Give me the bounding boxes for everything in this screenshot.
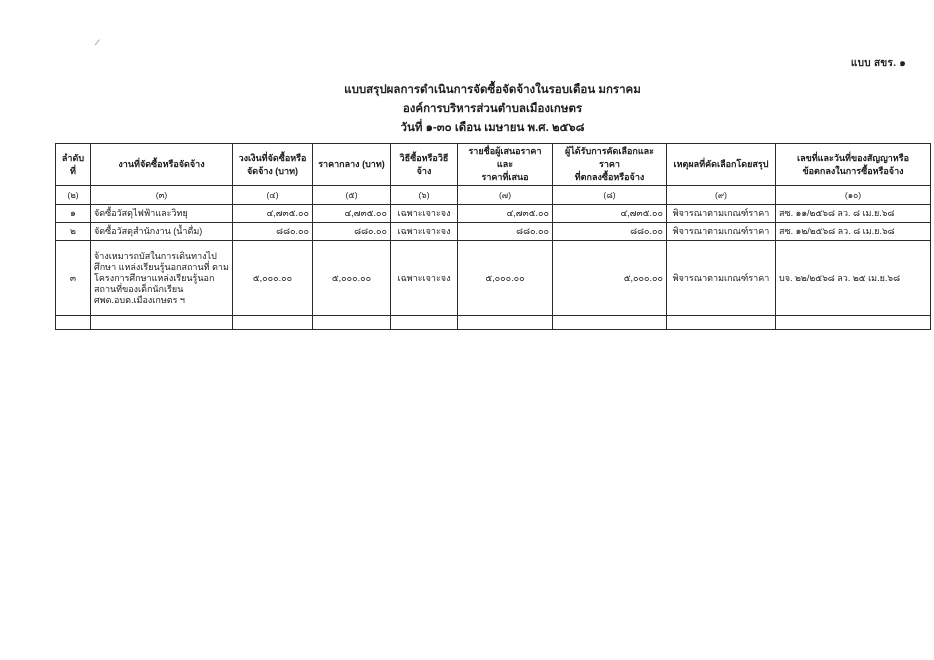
cell-empty xyxy=(56,316,91,330)
cell-proposed-price: ๔,๗๓๕.๐๐ xyxy=(458,205,553,223)
header-reason xyxy=(667,144,776,186)
cell-empty xyxy=(667,316,776,330)
cell-proposed-price: ๘๘๐.๐๐ xyxy=(458,223,553,241)
header-text: เลขที่และวันที่ของสัญญาหรือ xyxy=(797,152,909,163)
cell-method: เฉพาะเจาะจง xyxy=(391,241,458,316)
cell-middle-price: ๘๘๐.๐๐ xyxy=(313,223,391,241)
cell-order-no: ๒ xyxy=(56,223,91,241)
cell-contract: สซ. ๑๒/๒๕๖๘ ลว. ๘ เม.ย.๖๘ xyxy=(776,223,931,241)
cell-empty xyxy=(91,316,233,330)
table-row xyxy=(56,223,931,241)
header-text: เหตุผลที่คัดเลือกโดยสรุป xyxy=(673,159,769,169)
header-contract-no xyxy=(776,144,931,186)
cell-empty xyxy=(776,316,931,330)
cell-order-no: ๑ xyxy=(56,205,91,223)
scan-artifact xyxy=(95,39,106,49)
header-work xyxy=(91,144,233,186)
title-line-2: องค์การบริหารส่วนตำบลเมืองเกษตร xyxy=(402,103,583,115)
header-proposers xyxy=(458,144,553,186)
column-number: (๒) xyxy=(56,186,91,205)
column-number: (๑๐) xyxy=(776,186,931,205)
header-text: ที่ตกลงซื้อหรือจ้าง xyxy=(574,172,645,182)
column-number: (๗) xyxy=(458,186,553,205)
header-text: ลำดับที่ xyxy=(61,152,85,176)
cell-reason: พิจารณาตามเกณฑ์ราคา xyxy=(667,241,776,316)
document-header xyxy=(55,81,930,138)
cell-work: จัดซื้อวัสดุไฟฟ้าและวิทยุ xyxy=(91,205,233,223)
cell-budget: ๘๘๐.๐๐ xyxy=(233,223,313,241)
cell-budget: ๔,๗๓๕.๐๐ xyxy=(233,205,313,223)
cell-work: จ้างเหมารถบัสในการเดินทางไปศึกษา แหล่งเรียนรู้นอกสถานที่ ตามโครงการศึกษาแหล่งเรียนรู้นอกสถานที่ของเด็กนักเรียน ศพด.อบต.เมืองเกษตร ฯ xyxy=(91,241,233,316)
header-order-no xyxy=(56,144,91,186)
cell-method: เฉพาะเจาะจง xyxy=(391,223,458,241)
cell-work: จัดซื้อวัสดุสำนักงาน (น้ำดื่ม) xyxy=(91,223,233,241)
header-text: วงเงินที่จัดซื้อหรือ xyxy=(238,152,307,163)
cell-empty xyxy=(233,316,313,330)
header-text: ราคากลาง (บาท) xyxy=(318,159,385,169)
header-method xyxy=(391,144,458,186)
cell-empty xyxy=(313,316,391,330)
procurement-summary-table xyxy=(55,143,931,330)
cell-empty xyxy=(458,316,553,330)
column-number: (๘) xyxy=(553,186,667,205)
table-row xyxy=(56,205,931,223)
cell-proposed-price: ๕,๐๐๐.๐๐ xyxy=(458,241,553,316)
header-selected xyxy=(553,144,667,186)
cell-selected-price: ๕,๐๐๐.๐๐ xyxy=(553,241,667,316)
cell-reason: พิจารณาตามเกณฑ์ราคา xyxy=(667,223,776,241)
column-number: (๙) xyxy=(667,186,776,205)
cell-selected-price: ๘๘๐.๐๐ xyxy=(553,223,667,241)
cell-method: เฉพาะเจาะจง xyxy=(391,205,458,223)
cell-order-no: ๓ xyxy=(56,241,91,316)
table-row xyxy=(56,241,931,316)
cell-empty xyxy=(553,316,667,330)
column-number: (๔) xyxy=(233,186,313,205)
cell-reason: พิจารณาตามเกณฑ์ราคา xyxy=(667,205,776,223)
table-row-empty xyxy=(56,316,931,330)
cell-empty xyxy=(391,316,458,330)
cell-middle-price: ๔,๗๓๕.๐๐ xyxy=(313,205,391,223)
header-text: ราคาที่เสนอ xyxy=(481,172,529,182)
column-number-row xyxy=(56,186,931,205)
header-text: ผู้ได้รับการคัดเลือกและราคา xyxy=(565,146,654,169)
header-text: งานที่จัดซื้อหรือจัดจ้าง xyxy=(118,159,205,169)
header-text: รายชื่อผู้เสนอราคาและ xyxy=(468,146,542,169)
header-middle-price xyxy=(313,144,391,186)
column-number: (๓) xyxy=(91,186,233,205)
header-text: ข้อตกลงในการซื้อหรือจ้าง xyxy=(802,165,904,176)
cell-contract: สซ. ๑๑/๒๕๖๘ ลว. ๘ เม.ย.๖๘ xyxy=(776,205,931,223)
cell-selected-price: ๔,๗๓๕.๐๐ xyxy=(553,205,667,223)
column-number: (๖) xyxy=(391,186,458,205)
title-line-3: วันที่ ๑-๓๐ เดือน เมษายน พ.ศ. ๒๕๖๘ xyxy=(400,122,585,134)
column-number: (๕) xyxy=(313,186,391,205)
table-header-row xyxy=(56,144,931,186)
cell-middle-price: ๕,๐๐๐.๐๐ xyxy=(313,241,391,316)
title-line-1: แบบสรุปผลการดำเนินการจัดซื้อจัดจ้างในรอบเดือน มกราคม xyxy=(344,84,641,96)
header-budget xyxy=(233,144,313,186)
header-text: วิธีซื้อหรือวิธีจ้าง xyxy=(399,152,449,176)
header-text: จัดจ้าง (บาท) xyxy=(246,165,299,176)
form-code-label: แบบ สขร. ๑ xyxy=(850,58,906,69)
cell-budget: ๕,๐๐๐.๐๐ xyxy=(233,241,313,316)
cell-contract: บจ. ๒๒/๒๕๖๘ ลว. ๒๕ เม.ย.๖๘ xyxy=(776,241,931,316)
